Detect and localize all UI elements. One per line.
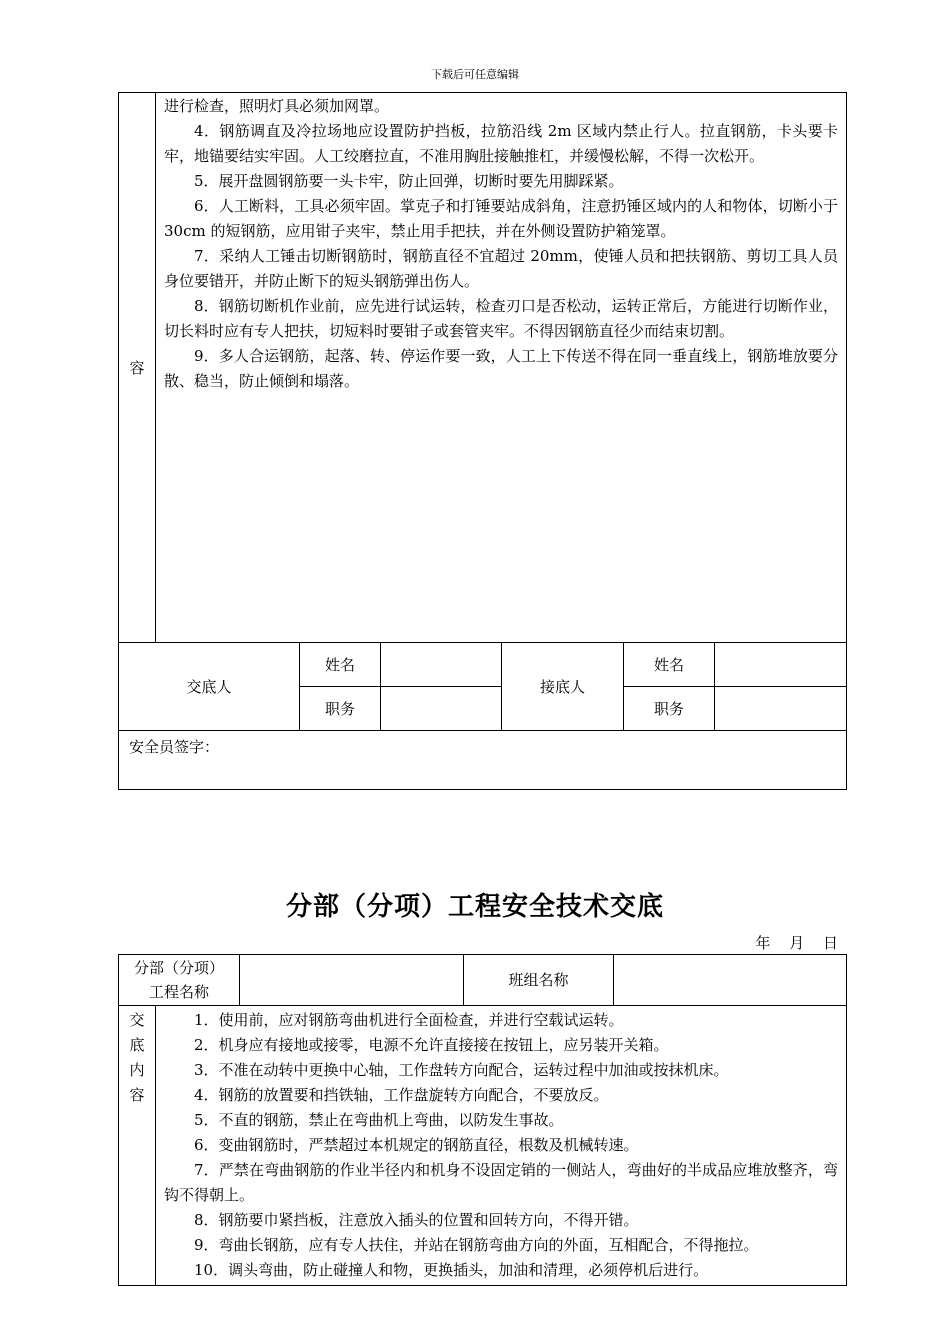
- date-line: 年 月 日: [755, 934, 838, 952]
- label-char: 内: [129, 1061, 145, 1079]
- content-label-cell: [119, 93, 156, 643]
- label-char: 底: [129, 1036, 145, 1054]
- receiver-label: 接底人: [502, 643, 624, 731]
- header-note: 下载后可任意编辑: [431, 68, 519, 81]
- team-name-label: 班组名称: [464, 955, 614, 1006]
- giver-name-field[interactable]: [381, 643, 502, 687]
- giver-label: 交底人: [119, 643, 300, 731]
- project-name-label-line2: 工程名称: [149, 983, 210, 1001]
- content-paragraph: 5．展开盘圆钢筋要一头卡牢，防止回弹，切断时要先用脚踩紧。: [194, 172, 624, 190]
- content-paragraph: 8．钢筋切断机作业前，应先进行试运转，检查刃口是否松动，运转正常后，方能进行切断作业，切长料时应有专人把扶，切短料时要钳子或套管夹牢。不得因钢筋直径少而结束切割。: [164, 297, 839, 340]
- project-name-field[interactable]: [240, 955, 464, 1006]
- disclosure-item: 1．使用前，应对钢筋弯曲机进行全面检查，并进行空载试运转。: [194, 1011, 624, 1029]
- disclosure-content-label: [119, 1006, 156, 1286]
- giver-position-label: 职务: [300, 687, 381, 731]
- bending-machine-disclosure-table: [118, 954, 847, 1286]
- content-label: 容: [129, 359, 145, 377]
- label-char: 交: [129, 1011, 145, 1029]
- label-char: 容: [129, 1086, 145, 1104]
- receiver-name-label: 姓名: [624, 643, 715, 687]
- receiver-position-field[interactable]: [715, 687, 847, 731]
- giver-name-label: 姓名: [300, 643, 381, 687]
- disclosure-item: 4．钢筋的放置要和挡铁轴，工作盘旋转方向配合，不要放反。: [194, 1086, 609, 1104]
- disclosure-item: 9．弯曲长钢筋，应有专人扶住，并站在钢筋弯曲方向的外面，互相配合，不得拖拉。: [194, 1236, 759, 1254]
- content-cell: [156, 93, 847, 643]
- giver-position-field[interactable]: [381, 687, 502, 731]
- content-paragraph: 4．钢筋调直及冷拉场地应设置防护挡板，拉筋沿线 2m 区域内禁止行人。拉直钢筋，卡头要卡牢，地锚要结实牢固。人工绞磨拉直，不准用胸肚接触推杠，并缓慢松解，不得一次松开。: [164, 122, 839, 165]
- safety-signature-label: 安全员签字：: [129, 738, 220, 756]
- content-paragraph: 9．多人合运钢筋，起落、转、停运作要一致，人工上下传送不得在同一垂直线上，钢筋堆放要分散、稳当，防止倾倒和塌落。: [164, 347, 839, 390]
- disclosure-item: 5．不直的钢筋，禁止在弯曲机上弯曲，以防发生事故。: [194, 1111, 564, 1129]
- team-name-field[interactable]: [614, 955, 847, 1006]
- content-paragraph: 6．人工断料，工具必须牢固。掌克子和打锤要站成斜角，注意扔锤区域内的人和物体，切断小于 30cm 的短钢筋，应用钳子夹牢，禁止用手把扶，并在外侧设置防护箱笼罩。: [164, 197, 839, 240]
- receiver-name-field[interactable]: [715, 643, 847, 687]
- disclosure-item: 3．不准在动转中更换中心轴，工作盘转方向配合，运转过程中加油或按抹机床。: [194, 1061, 729, 1079]
- content-paragraph: 进行检查，照明灯具必须加网罩。: [164, 97, 390, 115]
- receiver-position-label: 职务: [624, 687, 715, 731]
- safety-disclosure-table-continued: [118, 92, 847, 790]
- disclosure-item: 6．变曲钢筋时，严禁超过本机规定的钢筋直径，根数及机械转速。: [194, 1136, 639, 1154]
- disclosure-item: 2．机身应有接地或接零，电源不允许直接接在按钮上，应另装开关箱。: [194, 1036, 669, 1054]
- project-name-label: [119, 955, 240, 1006]
- disclosure-item: 8．钢筋要巾紧挡板，注意放入插头的位置和回转方向，不得开错。: [194, 1211, 639, 1229]
- disclosure-content: [156, 1006, 847, 1286]
- disclosure-item: 7．严禁在弯曲钢筋的作业半径内和机身不设固定销的一侧站人，弯曲好的半成品应堆放整齐，弯钩不得朝上。: [164, 1161, 839, 1204]
- safety-officer-signature[interactable]: [119, 731, 847, 790]
- disclosure-item: 10．调头弯曲，防止碰撞人和物，更换插头，加油和清理，必须停机后进行。: [194, 1261, 709, 1279]
- document-title: 分部（分项）工程安全技术交底: [285, 892, 664, 922]
- content-paragraph: 7．采纳人工锤击切断钢筋时，钢筋直径不宜超过 20mm，使锤人员和把扶钢筋、剪切工具人员身位要错开，并防止断下的短头钢筋弹出伤人。: [164, 247, 839, 290]
- project-name-label-line1: 分部（分项）: [134, 959, 225, 977]
